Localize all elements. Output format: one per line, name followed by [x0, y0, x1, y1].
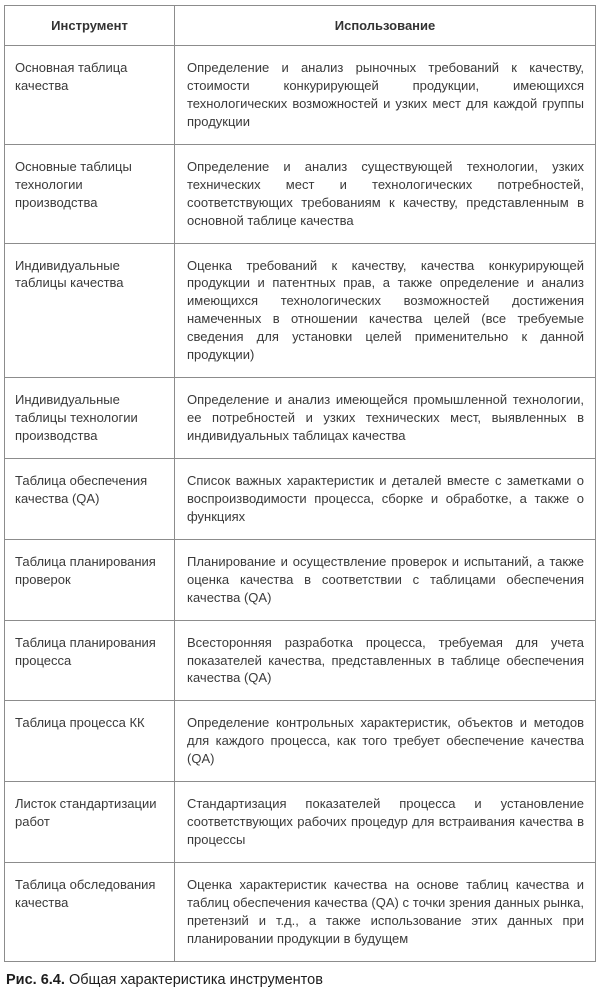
usage-cell: Определение и анализ рыночных требований к качеству, стоимости конкурирующей продукции, имеющихся технологических возможностей и узких мест для каждой группы продукции: [175, 46, 596, 145]
usage-cell: Определение и анализ существующей технологии, узких технических мест и технологических потребностей, соответствующих требованиям к качеству, представленным в основной таблице качества: [175, 144, 596, 243]
table-row: [5, 863, 596, 962]
usage-cell: Оценка требований к качеству, качества конкурирующей продукции и патентных прав, а также определение и анализ имеющихся технологических возможностей достижения намеченных в отношении качества целей (все требуемые сведения для установки целей применительно к данной продукции): [175, 243, 596, 378]
tool-cell: Таблица процесса КК: [5, 701, 175, 782]
tool-cell: Листок стандартизации работ: [5, 782, 175, 863]
table-row: [5, 539, 596, 620]
table-row: [5, 46, 596, 145]
usage-cell: Список важных характеристик и деталей вместе с заметками о воспроизводимости процесса, сборке и обработке, а также о функциях: [175, 458, 596, 539]
table-row: [5, 243, 596, 378]
usage-cell: Определение контрольных характеристик, объектов и методов для каждого процесса, как того требует обеспечение качества (QA): [175, 701, 596, 782]
tool-cell: Основная таблица качества: [5, 46, 175, 145]
usage-cell: Стандартизация показателей процесса и установление соответствующих рабочих процедур для встраивания качества в процессы: [175, 782, 596, 863]
header-row: [5, 6, 596, 46]
figure-caption-label: Рис. 6.4.: [6, 971, 65, 988]
column-header-tool: Инструмент: [5, 6, 175, 46]
tool-cell: Таблица планирования проверок: [5, 539, 175, 620]
table-row: [5, 782, 596, 863]
tool-cell: Индивидуальные таблицы качества: [5, 243, 175, 378]
usage-cell: Оценка характеристик качества на основе таблиц качества и таблиц обеспечения качества (QA) с точки зрения данных рынка, претензий и т.д., а также использование этих данных при планировании продукции в будущем: [175, 863, 596, 962]
tools-table: [4, 5, 596, 962]
figure-caption: [6, 972, 596, 988]
tool-cell: Таблица обследования качества: [5, 863, 175, 962]
table-row: [5, 701, 596, 782]
table-row: [5, 458, 596, 539]
tool-cell: Основные таблицы технологии производства: [5, 144, 175, 243]
table-row: [5, 144, 596, 243]
column-header-usage: Использование: [175, 6, 596, 46]
table-row: [5, 378, 596, 459]
figure-caption-text: Общая характеристика инструментов: [68, 971, 323, 988]
usage-cell: Всесторонняя разработка процесса, требуемая для учета показателей качества, представленных в таблице обеспечения качества (QA): [175, 620, 596, 701]
usage-cell: Определение и анализ имеющейся промышленной технологии, ее потребностей и узких технических мест, выявленных в индивидуальных таблицах качества: [175, 378, 596, 459]
tool-cell: Индивидуальные таблицы технологии производства: [5, 378, 175, 459]
tool-cell: Таблица обеспечения качества (QA): [5, 458, 175, 539]
table-row: [5, 620, 596, 701]
tool-cell: Таблица планирования процесса: [5, 620, 175, 701]
usage-cell: Планирование и осуществление проверок и испытаний, а также оценка качества в соответствии с таблицами обеспечения качества (QA): [175, 539, 596, 620]
